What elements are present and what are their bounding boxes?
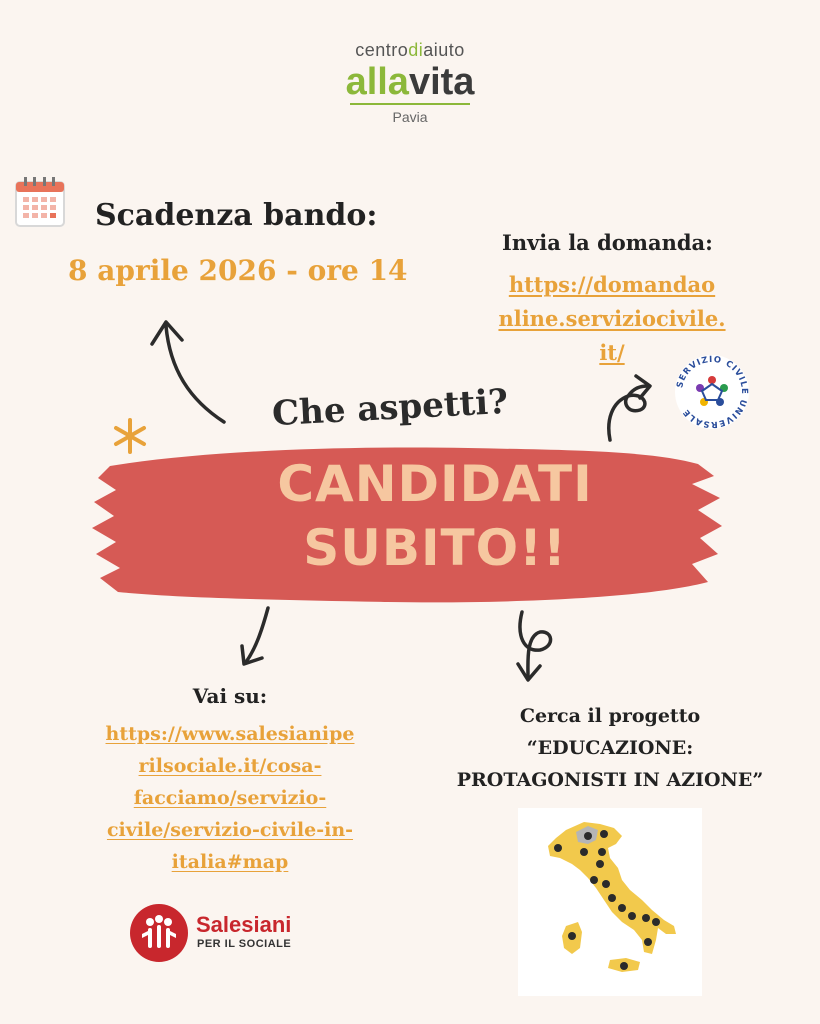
apply-url-link[interactable]: https://domandao nline.serviziocivile. it/ xyxy=(498,272,726,365)
salesiani-emblem-icon xyxy=(130,904,188,962)
visit-title: Vai su: xyxy=(192,684,268,708)
logo-top-text: centrodiaiuto xyxy=(355,40,465,60)
arrow-to-deadline xyxy=(166,326,224,422)
arrow-to-search xyxy=(520,612,551,676)
question-heading: Che aspetti? xyxy=(271,381,509,435)
salesiani-name: Salesiani xyxy=(196,912,292,937)
arrow-to-visit xyxy=(246,608,268,662)
apply-title: Invia la domanda: xyxy=(502,230,713,255)
visit-url-link[interactable]: https://www.salesianipe rilsociale.it/cosa- facciamo/servizio- civile/servizio-civile-in- italia#map xyxy=(105,723,355,873)
search-project-text: Cerca il progetto “EDUCAZIONE: PROTAGONISTI IN AZIONE” xyxy=(456,705,764,791)
italy-map-image xyxy=(518,808,702,996)
salesiani-subtitle: PER IL SOCIALE xyxy=(197,938,292,950)
deadline-title: Scadenza bando: xyxy=(95,198,378,233)
cta-heading: CANDIDATI SUBITO!! xyxy=(277,455,593,577)
logo-subtitle: Pavia xyxy=(392,109,428,125)
deadline-date: 8 aprile 2026 - ore 14 xyxy=(68,254,408,287)
svg-text:SERVIZIO CIVILE UNIVERSALE: SERVIZIO CIVILE UNIVERSALE xyxy=(675,354,750,430)
logo-main-text: allavita xyxy=(345,61,475,103)
salesiani-logo xyxy=(130,904,330,964)
